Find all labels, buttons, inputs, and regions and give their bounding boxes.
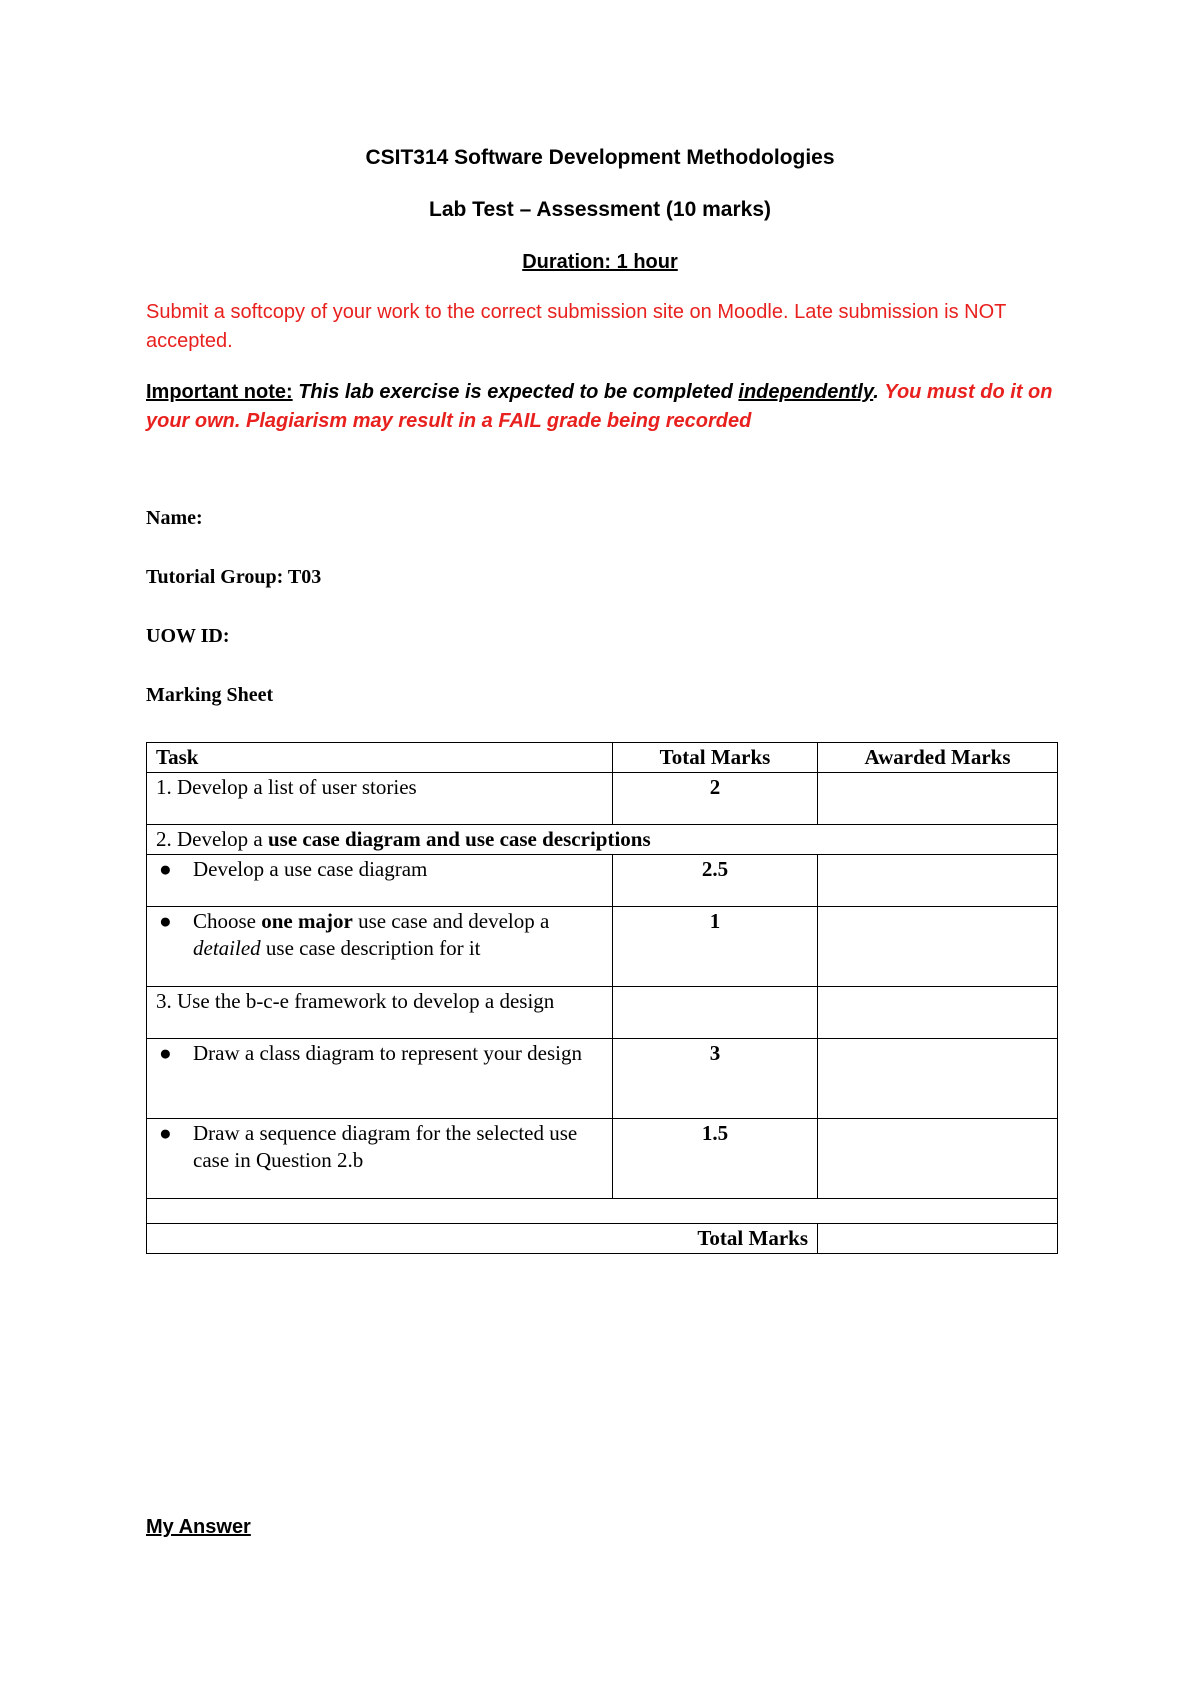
bullet-icon: ● [159,909,172,933]
important-note-emphasis: independently [738,381,874,403]
plagiarism-warning: You must do it on your own. Plagiarism may result in a FAIL grade being recorded [146,381,1053,432]
important-note-period: . [873,381,879,403]
awarded-marks-cell [818,773,1058,825]
total-marks-label: Total Marks [147,1224,818,1254]
task-bold-text: one major [261,909,353,933]
total-marks-cell: 2.5 [613,855,818,907]
submission-note: Submit a softcopy of your work to the correct submission site on Moodle. Late submission is NOT accepted. [146,301,1006,352]
awarded-marks-cell [818,1039,1058,1119]
table-total-row [147,1224,1058,1254]
awarded-marks-cell [818,987,1058,1039]
table-row [147,907,1058,987]
header-total-marks: Total Marks [613,743,818,773]
task-text: Draw a sequence diagram for the selected use case in Question 2.b [193,1121,578,1172]
task-text: use case description for it [260,936,481,960]
document-title: CSIT314 Software Development Methodologies [365,146,835,169]
total-marks-cell: 3 [613,1039,818,1119]
total-awarded-cell [818,1224,1058,1254]
marking-sheet-title: Marking Sheet [146,684,274,706]
table-row-spacer [147,1199,1058,1224]
document-subtitle: Lab Test – Assessment (10 marks) [429,198,771,221]
bullet-icon: ● [159,1041,172,1065]
table-header-row [147,743,1058,773]
task-text: Choose [193,909,262,933]
task-cell [147,907,613,987]
table-row [147,987,1058,1039]
task-section-cell [147,825,1058,855]
header-task: Task [147,743,613,773]
table-row [147,825,1058,855]
task-cell [147,1039,613,1119]
task-bold-text: use case diagram and use case descriptions [267,827,651,851]
awarded-marks-cell [818,907,1058,987]
task-text: Draw a class diagram to represent your design [193,1041,582,1065]
total-marks-cell: 2 [613,773,818,825]
task-cell [147,855,613,907]
table-row [147,773,1058,825]
bullet-icon: ● [159,857,172,881]
table-row [147,1039,1058,1119]
task-cell: 3. Use the b-c-e framework to develop a design [147,987,613,1039]
important-note-label: Important note: [146,381,293,403]
awarded-marks-cell [818,1119,1058,1199]
awarded-marks-cell [818,855,1058,907]
total-marks-cell: 1.5 [613,1119,818,1199]
header-awarded-marks: Awarded Marks [818,743,1058,773]
total-marks-cell: 1 [613,907,818,987]
my-answer-heading: My Answer [146,1516,251,1538]
task-italic-text: detailed [193,936,261,960]
spacer-cell [147,1199,1058,1224]
tutorial-group-field: Tutorial Group: T03 [146,566,322,588]
table-row [147,855,1058,907]
marking-table [146,742,1058,1254]
table-row [147,1119,1058,1199]
name-field: Name: [146,507,203,529]
task-text: Develop a use case diagram [193,857,428,881]
important-note-text: This lab exercise is expected to be completed [298,381,739,403]
task-prefix: 2. Develop a [156,827,268,851]
important-note [146,378,1066,436]
task-cell: 1. Develop a list of user stories [147,773,613,825]
duration-label: Duration: 1 hour [522,251,678,273]
task-text: use case and develop a [352,909,550,933]
total-marks-cell [613,987,818,1039]
uow-id-field: UOW ID: [146,625,230,647]
task-cell [147,1119,613,1199]
bullet-icon: ● [159,1121,172,1145]
